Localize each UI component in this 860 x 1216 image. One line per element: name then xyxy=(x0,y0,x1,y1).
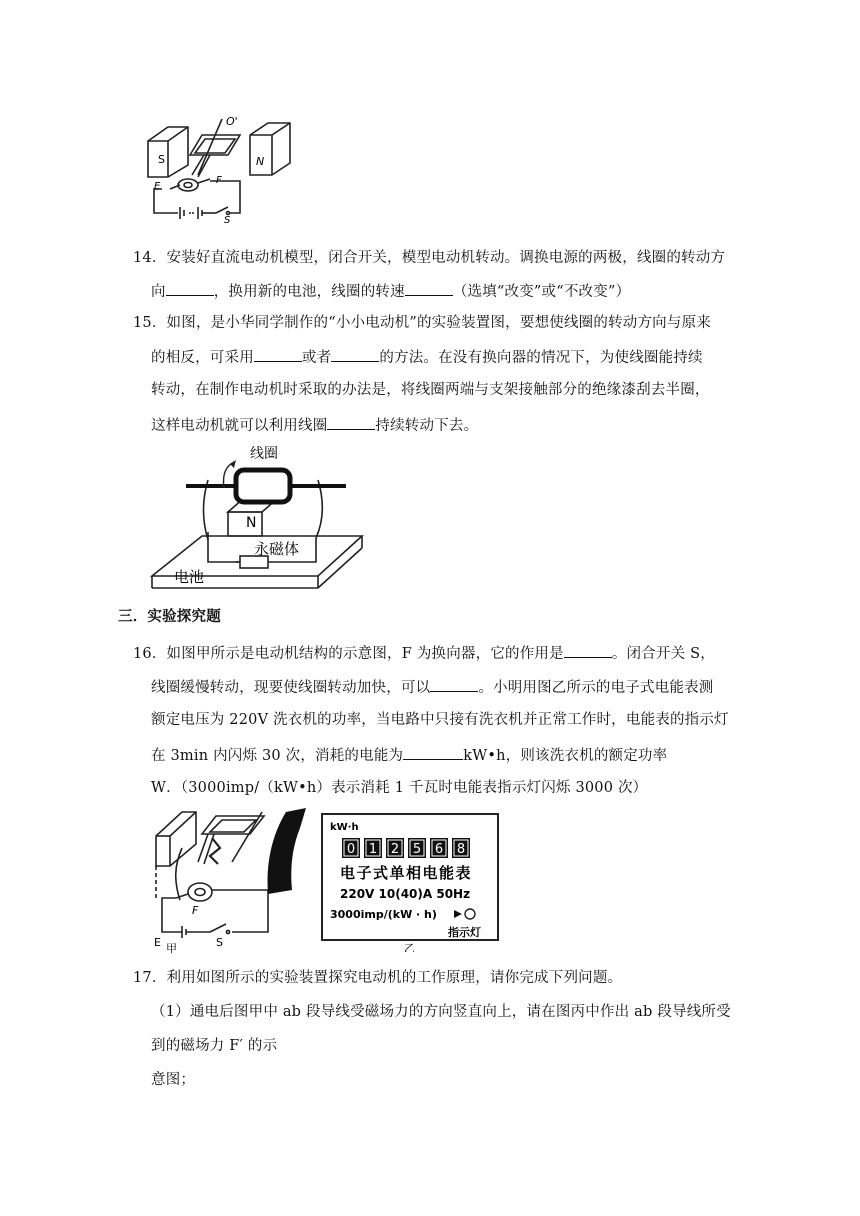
q17-line1: 17．利用如图所示的实验装置探究电动机的工作原理，请你完成下列问题。 xyxy=(133,970,623,986)
q16-line2: 线圈缓慢转动，现要使线圈转动加快，可以 。小明用图乙所示的电子式电能表测 xyxy=(151,676,714,698)
q17-line2: （1）通电后图甲中 ab 段导线受磁场力的方向竖直向上，请在图丙中作出 ab 段导线所受 xyxy=(151,1004,731,1020)
meter-digit: 8 xyxy=(456,842,466,857)
brush-e-label: E xyxy=(154,181,161,192)
indicator-lamp xyxy=(465,909,475,919)
answer-blank[interactable] xyxy=(403,744,463,760)
answer-blank[interactable] xyxy=(254,346,302,362)
section-title: 三．实验探究题 xyxy=(118,608,221,625)
switch-label: S xyxy=(224,215,231,225)
meter-title: 电子式单相电能表 xyxy=(340,864,473,882)
q14-line1: 14．安装好直流电动机模型，闭合开关，模型电动机转动。调换电源的两极，线圈的转动方 xyxy=(133,250,726,266)
q17-line4: 意图； xyxy=(151,1072,196,1088)
answer-blank[interactable] xyxy=(405,280,453,296)
meter-imp: 3000imp/(kW · h) xyxy=(330,908,437,921)
meter-spec: 220V 10(40)A 50Hz xyxy=(340,887,471,901)
switch-s-label: S xyxy=(216,936,223,949)
north-pole-label: N xyxy=(246,515,257,531)
q16-line4: 在 3min 内闪烁 30 次，消耗的电能为 kW•h，则该洗衣机的额定功率 xyxy=(151,744,667,766)
answer-blank[interactable] xyxy=(166,280,214,296)
battery-e-label: E xyxy=(154,936,161,949)
answer-blank[interactable] xyxy=(327,414,375,430)
magnet-label: 永磁体 xyxy=(254,540,300,558)
q16-line3: 额定电压为 220V 洗衣机的功率，当电路中只接有洗衣机并正常工作时，电能表的指示灯 xyxy=(151,712,729,728)
magnet-s-label: S xyxy=(158,153,165,166)
figure-yi-caption: 乙 xyxy=(404,942,415,952)
indicator-label: 指示灯 xyxy=(448,926,481,939)
figure-jia-caption: 甲 xyxy=(166,942,177,955)
meter-digit: 2 xyxy=(390,842,400,857)
motor-structure-figure xyxy=(152,808,312,956)
q15-line4: 这样电动机就可以利用线圈 持续转动下去。 xyxy=(151,414,478,436)
coil-label: 线圈 xyxy=(250,446,278,462)
axis-label: O' xyxy=(226,115,238,128)
motor-model-figure xyxy=(140,113,300,225)
meter-digit: 1 xyxy=(368,842,378,857)
q15-line2: 的相反，可采用 或者 的方法。在没有换向器的情况下，为使线圈能持续 xyxy=(151,346,703,368)
answer-blank[interactable] xyxy=(331,346,379,362)
answer-blank[interactable] xyxy=(430,676,478,692)
energy-meter-figure xyxy=(318,812,502,952)
q15-line1: 15．如图，是小华同学制作的“小小电动机”的实验装置图，要想使线圈的转动方向与原来 xyxy=(133,315,711,331)
meter-digit: 0 xyxy=(346,842,356,857)
meter-unit: kW·h xyxy=(330,822,359,833)
answer-blank[interactable] xyxy=(564,642,612,658)
q16-line5: W．（3000imp/（kW•h）表示消耗 1 千瓦时电能表指示灯闪烁 3000 次） xyxy=(151,780,648,796)
small-motor-figure xyxy=(150,440,365,592)
q16-line1: 16．如图甲所示是电动机结构的示意图，F 为换向器，它的作用是 。闭合开关 S， xyxy=(133,642,715,664)
q17-line3: 到的磁场力 F′ 的示 xyxy=(151,1038,278,1054)
q14-line2: 向 ，换用新的电池，线圈的转速 （选填“改变”或“不改变”） xyxy=(151,280,630,302)
meter-digit: 6 xyxy=(434,842,444,857)
brush-f-label: F xyxy=(216,175,222,186)
q15-line3: 转动，在制作电动机时采取的办法是，将线圈两端与支架接触部分的绝缘漆刮去半圈， xyxy=(151,382,710,398)
meter-digit: 5 xyxy=(412,842,422,857)
commutator-label: F xyxy=(192,904,199,917)
battery-label: 电池 xyxy=(174,568,205,586)
magnet-n-label: N xyxy=(256,155,265,168)
